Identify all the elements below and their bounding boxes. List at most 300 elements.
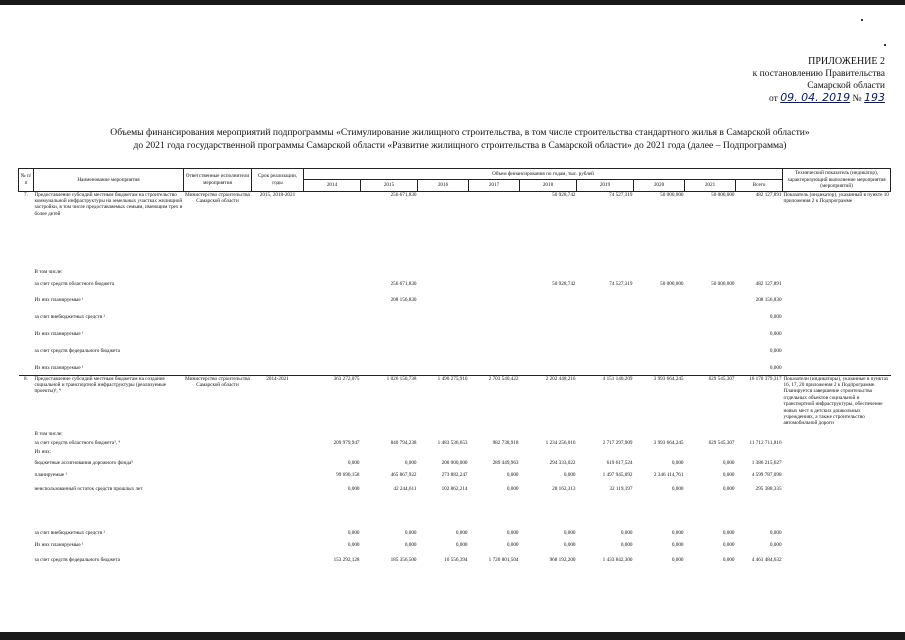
row-value <box>469 331 520 348</box>
row-term <box>252 269 304 281</box>
row-value <box>577 269 634 281</box>
row-value <box>577 297 634 314</box>
row-value: 0,000 <box>347 542 360 548</box>
row-resp <box>184 440 252 449</box>
row-resp <box>184 348 252 365</box>
row-value <box>685 348 736 365</box>
row-name: за счет средств областного бюджета <box>34 281 115 287</box>
row-no <box>19 440 34 449</box>
row-indicator <box>783 440 891 449</box>
row-indicator <box>783 331 891 348</box>
row-value: 50 000,000 <box>685 191 736 269</box>
table-row <box>19 431 891 440</box>
row-resp: Министерство строительства Самарской области <box>184 191 252 269</box>
row-resp <box>184 365 252 375</box>
scan-top-border <box>0 0 905 5</box>
row-value: 208 156,830 <box>390 297 417 303</box>
row-name: В том числе: <box>34 431 63 437</box>
row-value: 0,000 <box>506 530 519 536</box>
row-value <box>577 431 634 440</box>
row-total: 0,000 <box>769 530 782 536</box>
row-value <box>361 449 418 460</box>
row-value: 50 000,000 <box>660 281 684 287</box>
row-total: 4 599 787,098 <box>751 472 782 478</box>
row-resp <box>184 297 252 314</box>
row-total: 482 127,891 <box>755 281 782 287</box>
row-value <box>634 365 685 375</box>
row-no <box>19 431 34 440</box>
row-term <box>252 542 304 557</box>
row-value: 256 671,830 <box>361 191 418 269</box>
row-value <box>520 314 577 331</box>
row-term <box>252 331 304 348</box>
row-total: 1 386 215,627 <box>751 460 782 466</box>
row-no <box>19 297 34 314</box>
appendix-line: Самарской области <box>807 81 885 91</box>
row-value: 0,000 <box>506 486 519 492</box>
row-value: 968 192,200 <box>549 557 576 563</box>
row-resp <box>184 269 252 281</box>
row-no <box>19 314 34 331</box>
row-value: 50 000,000 <box>711 281 735 287</box>
appendix-date-line <box>753 92 885 105</box>
row-name: Предоставление субсидий местным бюджетам на строительство коммунальной инфраструктуры на земельных участках жилищной застройки, в том числе предоставляемых семьям, имеющим трех и более детей <box>34 191 184 269</box>
row-value: 2 703 540,422 <box>469 375 520 431</box>
header-term: Срок реализации, годы <box>252 169 304 192</box>
row-value: 629 545,307 <box>708 440 735 446</box>
row-term <box>252 297 304 314</box>
table-row <box>19 375 891 431</box>
row-indicator <box>783 460 891 472</box>
row-value: 3 993 664,245 <box>653 440 684 446</box>
row-value <box>418 365 469 375</box>
row-value <box>634 449 685 460</box>
row-value: 153 292,128 <box>333 557 360 563</box>
row-value <box>418 281 469 297</box>
row-value: 4 151 140,209 <box>577 375 634 431</box>
row-value <box>361 269 418 281</box>
row-name: за счет внебюджетных средств ² <box>34 314 106 320</box>
row-name: за счет средств областного бюджета³, ⁴ <box>34 440 121 446</box>
row-value <box>418 331 469 348</box>
row-value <box>634 314 685 331</box>
row-name: Из них планируемые ¹ <box>34 365 84 371</box>
row-indicator <box>783 297 891 314</box>
row-value <box>520 449 577 460</box>
header-funding: Объем финансирования по годам, тыс. рублей <box>304 169 783 180</box>
row-value: 2 346 114,761 <box>653 472 684 478</box>
row-value <box>469 449 520 460</box>
row-value: 0,000 <box>347 486 360 492</box>
row-value <box>520 348 577 365</box>
row-value <box>520 365 577 375</box>
table-row <box>19 440 891 449</box>
row-no <box>19 542 34 557</box>
row-value: 0,000 <box>620 530 633 536</box>
scan-speck <box>884 44 886 46</box>
title-line: до 2021 года государственной программы Самарской области «Развитие жилищного строительства в Самарской области» до 2021 года (далее – Подпрограмма) <box>133 140 787 151</box>
row-no <box>19 365 34 375</box>
row-value <box>520 297 577 314</box>
row-value <box>361 365 418 375</box>
row-value: 0,000 <box>506 472 519 478</box>
row-value <box>304 449 361 460</box>
row-value <box>418 269 469 281</box>
row-term <box>252 557 304 569</box>
appendix-line: к постановлению Правительства <box>752 69 885 79</box>
row-value <box>685 314 736 331</box>
row-value <box>418 348 469 365</box>
row-value <box>304 348 361 365</box>
row-total: 0,000 <box>769 331 782 337</box>
row-value <box>685 297 736 314</box>
row-value: 99 690,158 <box>336 472 360 478</box>
row-total: 0,000 <box>769 365 782 371</box>
row-no <box>19 281 34 297</box>
row-value <box>304 191 361 269</box>
row-value <box>469 281 520 297</box>
row-indicator <box>783 269 891 281</box>
funding-table <box>18 168 891 569</box>
row-value: 1 433 842,300 <box>602 557 633 563</box>
row-value <box>469 269 520 281</box>
row-no <box>19 269 34 281</box>
row-value: 982 738,918 <box>492 440 519 446</box>
table-row <box>19 269 891 281</box>
row-value: 42 244,611 <box>393 486 417 492</box>
row-no <box>19 472 34 486</box>
row-indicator <box>783 472 891 486</box>
row-value: 32 119,197 <box>609 486 633 492</box>
row-value: 10 556,394 <box>444 557 468 563</box>
table-row <box>19 348 891 365</box>
row-value <box>361 431 418 440</box>
row-value <box>685 431 736 440</box>
row-value: 465 867,922 <box>390 472 417 478</box>
row-value: 0,000 <box>506 542 519 548</box>
table-row <box>19 472 891 486</box>
row-indicator <box>783 365 891 375</box>
row-total: 4 461 484,632 <box>751 557 782 563</box>
header-indicator: Технический показатель (индикатор), характеризующий выполнение мероприятия (мероприятий) <box>783 169 891 192</box>
row-value: 0,000 <box>563 530 576 536</box>
date-prefix: от <box>769 94 778 104</box>
table-row <box>19 557 891 569</box>
header-resp: Ответственные исполнители мероприятия <box>184 169 252 192</box>
row-resp <box>184 281 252 297</box>
row-value <box>304 269 361 281</box>
row-term <box>252 472 304 486</box>
header-year: 2016 <box>418 180 469 191</box>
row-name: планируемые ¹ <box>34 472 67 478</box>
table-row <box>19 297 891 314</box>
row-resp <box>184 530 252 542</box>
row-value <box>577 314 634 331</box>
row-value: 0,000 <box>671 557 684 563</box>
row-value <box>304 331 361 348</box>
row-value <box>634 269 685 281</box>
row-no <box>19 557 34 569</box>
header-no: № п/п <box>19 169 34 192</box>
row-value <box>577 365 634 375</box>
row-value: 0,000 <box>455 542 468 548</box>
row-value <box>469 348 520 365</box>
row-value: 74 527,319 <box>609 281 633 287</box>
row-value: 0,000 <box>347 460 360 466</box>
row-value: 1 483 536,653 <box>437 440 468 446</box>
row-value: 2 717 297,909 <box>602 440 633 446</box>
row-value: 363 272,075 <box>304 375 361 431</box>
row-name: Из них планируемые ¹ <box>34 542 84 548</box>
row-name: за счет средств федерального бюджета <box>34 348 120 354</box>
row-term <box>252 348 304 365</box>
row-term <box>252 281 304 297</box>
row-resp <box>184 314 252 331</box>
row-value: 28 162,313 <box>552 486 576 492</box>
row-term <box>252 314 304 331</box>
row-indicator <box>783 557 891 569</box>
row-name: Из них планируемые ¹ <box>34 297 84 303</box>
row-value <box>634 297 685 314</box>
row-value: 2 202 448,216 <box>520 375 577 431</box>
row-value: 3 993 664,245 <box>634 375 685 431</box>
appendix-title: ПРИЛОЖЕНИЕ 2 <box>808 56 885 67</box>
header-name: Наименование мероприятия <box>34 169 184 192</box>
row-total: 0,000 <box>769 542 782 548</box>
scan-bottom-border <box>0 632 905 640</box>
row-value <box>304 431 361 440</box>
appendix-block <box>753 56 885 105</box>
row-value <box>634 348 685 365</box>
row-value: 74 527,319 <box>577 191 634 269</box>
row-value: 185 356,500 <box>390 557 417 563</box>
row-value <box>418 431 469 440</box>
row-value <box>418 449 469 460</box>
row-no <box>19 331 34 348</box>
row-value <box>418 314 469 331</box>
row-name: за счет внебюджетных средств ² <box>34 530 106 536</box>
row-value: 256 671,830 <box>390 281 417 287</box>
row-resp <box>184 449 252 460</box>
row-value: 0,000 <box>455 530 468 536</box>
row-term <box>252 460 304 472</box>
row-value <box>304 297 361 314</box>
header-year: 2015 <box>361 180 418 191</box>
row-total: 0,000 <box>769 314 782 320</box>
row-resp <box>184 331 252 348</box>
row-value: 0,000 <box>722 460 735 466</box>
row-term <box>252 440 304 449</box>
row-resp <box>184 542 252 557</box>
row-value <box>361 348 418 365</box>
scan-speck <box>861 19 863 21</box>
row-total <box>736 269 783 281</box>
row-value <box>634 331 685 348</box>
row-term: 2015, 2018-2021 <box>252 191 304 269</box>
row-no: 7. <box>19 191 34 269</box>
table-body <box>19 191 891 569</box>
row-value: 0,000 <box>563 472 576 478</box>
row-value: 1 720 801,504 <box>488 557 519 563</box>
header-year: 2014 <box>304 180 361 191</box>
row-value <box>361 331 418 348</box>
row-value <box>685 269 736 281</box>
row-no <box>19 348 34 365</box>
row-value <box>520 331 577 348</box>
table-row <box>19 449 891 460</box>
row-indicator <box>783 449 891 460</box>
row-resp <box>184 431 252 440</box>
table-row <box>19 331 891 348</box>
row-value <box>469 365 520 375</box>
header-year: 2019 <box>577 180 634 191</box>
row-value: 273 882,247 <box>441 472 468 478</box>
row-total: 11 712 711,816 <box>749 440 782 446</box>
row-value: 294 333,022 <box>549 460 576 466</box>
row-resp <box>184 460 252 472</box>
handwritten-date: 09. 04. 2019 <box>780 91 851 104</box>
row-value <box>520 269 577 281</box>
row-value <box>634 431 685 440</box>
row-no <box>19 460 34 472</box>
table-row <box>19 460 891 472</box>
row-value: 619 617,524 <box>606 460 633 466</box>
row-value: 0,000 <box>563 542 576 548</box>
row-name: за счет средств федерального бюджета <box>34 557 120 563</box>
row-value <box>304 365 361 375</box>
row-value: 50 928,742 <box>552 281 576 287</box>
row-value: 1 026 150,738 <box>361 375 418 431</box>
row-value: 1 234 256,016 <box>545 440 576 446</box>
row-name: неиспользованный остаток средств прошлых лет <box>34 486 143 492</box>
row-value <box>361 314 418 331</box>
title-line: Объемы финансирования мероприятий подпрограммы «Стимулирование жилищного строительства, в том числе строительства стандартного жилья в Самарской области» <box>110 127 810 138</box>
row-value <box>520 431 577 440</box>
row-name: В том числе: <box>34 269 63 275</box>
row-value: 1 497 945,092 <box>602 472 633 478</box>
table-row <box>19 365 891 375</box>
row-indicator: Показатель (индикатор), указанный в пункте 10 приложения 2 к Подпрограмме <box>783 191 891 269</box>
row-name: Предоставление субсидий местным бюджетам на создание социальной и транспортной инфраструктуры (реализуемые проекты)³, ⁴ <box>34 375 184 431</box>
table-row <box>19 314 891 331</box>
row-value <box>304 314 361 331</box>
document-title <box>40 126 880 152</box>
row-value <box>685 331 736 348</box>
header-year: 2017 <box>469 180 520 191</box>
header-year: 2020 <box>634 180 685 191</box>
row-total: 0,000 <box>769 348 782 354</box>
row-value <box>304 281 361 297</box>
row-value <box>469 431 520 440</box>
row-indicator <box>783 530 891 542</box>
handwritten-number: 193 <box>864 91 885 104</box>
row-name: бюджетные ассигнования дорожного фонда⁵ <box>34 460 134 466</box>
row-value <box>577 449 634 460</box>
header-year: 2018 <box>520 180 577 191</box>
row-value: 840 794,238 <box>390 440 417 446</box>
row-value: 1 490 275,916 <box>418 375 469 431</box>
row-resp <box>184 472 252 486</box>
row-total <box>736 449 783 460</box>
row-name: Из них планируемые ¹ <box>34 331 84 337</box>
row-value: 200 000,000 <box>441 460 468 466</box>
row-value: 0,000 <box>671 486 684 492</box>
row-indicator <box>783 281 891 297</box>
row-value <box>577 348 634 365</box>
row-value: 0,000 <box>671 460 684 466</box>
row-term <box>252 530 304 542</box>
row-value <box>418 191 469 269</box>
row-no <box>19 486 34 530</box>
row-value: 629 545,307 <box>685 375 736 431</box>
row-value: 0,000 <box>347 530 360 536</box>
row-term <box>252 431 304 440</box>
row-value <box>418 297 469 314</box>
row-name: Из них: <box>34 449 52 455</box>
row-value: 0,000 <box>722 486 735 492</box>
row-no <box>19 449 34 460</box>
table-row <box>19 281 891 297</box>
table-row <box>19 542 891 557</box>
row-value <box>685 449 736 460</box>
row-indicator <box>783 348 891 365</box>
table-row <box>19 530 891 542</box>
row-value <box>469 314 520 331</box>
row-value: 50 928,742 <box>520 191 577 269</box>
row-value: 289 449,963 <box>492 460 519 466</box>
row-value: 0,000 <box>722 472 735 478</box>
row-term: 2014-2021 <box>252 375 304 431</box>
row-value: 0,000 <box>620 542 633 548</box>
row-value: 0,000 <box>722 542 735 548</box>
table-row <box>19 486 891 530</box>
row-value: 102 862,214 <box>441 486 468 492</box>
row-indicator <box>783 542 891 557</box>
header-year: 2021 <box>685 180 736 191</box>
header-total: Всего <box>736 180 783 191</box>
row-value <box>469 297 520 314</box>
row-value: 0,000 <box>722 557 735 563</box>
row-total: 295 388,335 <box>755 486 782 492</box>
row-value: 0,000 <box>404 542 417 548</box>
row-value: 50 000,000 <box>634 191 685 269</box>
row-term <box>252 449 304 460</box>
row-resp: Министерство строительства Самарской области <box>184 375 252 431</box>
row-total <box>736 431 783 440</box>
row-resp <box>184 486 252 530</box>
row-value: 0,000 <box>404 460 417 466</box>
table-header-row <box>19 169 891 180</box>
row-indicator <box>783 486 891 530</box>
table-row <box>19 191 891 269</box>
row-value <box>685 365 736 375</box>
row-value <box>469 191 520 269</box>
row-no <box>19 530 34 542</box>
row-indicator <box>783 431 891 440</box>
row-indicator: Показатели (индикаторы), указанные в пунктах 16, 17, 20 приложения 2 к Подпрограмме. Планируется завершение строительства отдельных объектов социальной и транспортной инфраструктуры, обеспечение новых мест в детских дошкольных учреждениях, а также строительство автомобильной дороги <box>783 375 891 431</box>
row-total: 16 170 379,317 <box>736 375 783 431</box>
row-value: 0,000 <box>722 530 735 536</box>
number-prefix: № <box>852 94 862 104</box>
row-value: 209 979,947 <box>333 440 360 446</box>
row-no: 8. <box>19 375 34 431</box>
row-value: 0,000 <box>671 530 684 536</box>
row-total: 208 156,830 <box>755 297 782 303</box>
row-value: 0,000 <box>671 542 684 548</box>
row-value <box>577 331 634 348</box>
row-resp <box>184 557 252 569</box>
row-total: 482 127,891 <box>736 191 783 269</box>
